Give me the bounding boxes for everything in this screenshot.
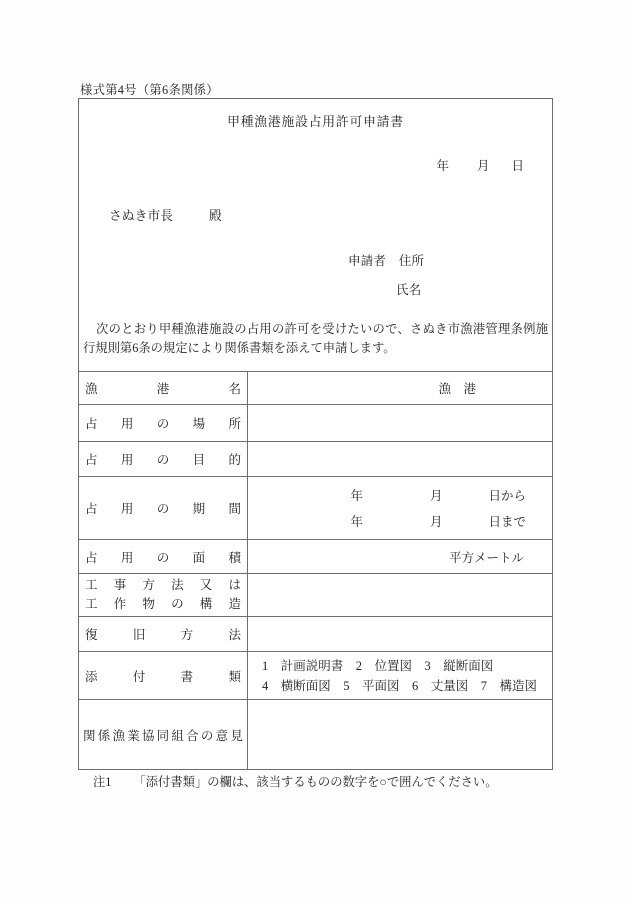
row-purpose-header — [79, 441, 248, 476]
row-area-cell — [248, 539, 552, 573]
row-opinion-label: 関 係 漁 業 協 同 組 合 の 意 見 — [83, 728, 243, 743]
row-area-header — [79, 539, 248, 573]
note-line — [93, 772, 498, 790]
period-to-year-label: 年 — [350, 515, 363, 529]
row-period-header — [79, 476, 248, 539]
attachments-list-line1: 1 計画説明書 2 位置図 3 縦断面図 — [262, 658, 494, 673]
period-from-year-label: 年 — [350, 489, 363, 503]
row-opinion-header — [79, 699, 248, 769]
row-attachments-label: 添 付 書 類 — [85, 669, 241, 684]
note-text: 「添付書類」の欄は、該当するものの数字を○で囲んでください。 — [133, 775, 498, 789]
applicant-label: 申請者 — [348, 254, 386, 268]
period-to-day-label: 日まで — [488, 515, 526, 529]
row-purpose-label: 占 用 の 目 的 — [85, 453, 241, 467]
row-restoration-cell — [248, 616, 552, 651]
applicant-line — [348, 250, 424, 269]
area-unit-label: 平方メートル — [448, 550, 524, 565]
row-opinion-cell — [248, 699, 552, 769]
address-label: 住所 — [398, 254, 424, 268]
row-restoration-header — [79, 616, 248, 651]
row-port-name-cell — [248, 371, 552, 404]
name-line — [396, 279, 421, 298]
row-attachments-cell — [248, 651, 552, 699]
row-period-label: 占 用 の 期 間 — [85, 502, 241, 516]
row-place-header — [79, 404, 248, 441]
attachments-list-line2: 4 横断面図 5 平面図 6 丈量図 7 構造図 — [262, 678, 538, 693]
row-method-cell — [248, 573, 552, 616]
port-name-suffix: 漁 港 — [438, 382, 476, 396]
form-box — [78, 98, 553, 770]
period-from-month-label: 月 — [429, 489, 443, 503]
addressee-name: さぬき市長 — [109, 209, 173, 223]
name-label: 氏名 — [396, 283, 422, 297]
row-method-label-line1: 工 事 方 法 又 は — [85, 578, 241, 592]
row-period-cell — [248, 476, 552, 539]
row-area-label: 占 用 の 面 積 — [85, 550, 241, 565]
application-statement: 次のとおり甲種漁港施設の占用の許可を受けたいので、さぬき市漁港管理条例施行規則第6条の規定により関係書類を添えて申請します。 — [83, 322, 548, 355]
note-number: 注1 — [93, 775, 112, 789]
date-month-label: 月 — [476, 159, 490, 173]
form-title: 甲種漁港施設占用許可申請書 — [227, 115, 404, 129]
application-table — [79, 371, 552, 769]
row-attachments-header — [79, 651, 248, 699]
row-place-label: 占 用 の 場 所 — [85, 417, 241, 431]
period-from-day-label: 日から — [488, 489, 526, 503]
row-place-cell — [248, 404, 552, 441]
date-year-label: 年 — [436, 159, 449, 173]
addressee-honorific: 殿 — [208, 209, 222, 223]
row-method-label-line2: 工 作 物 の 構 造 — [85, 597, 241, 611]
period-from-line — [248, 486, 552, 504]
row-method-header — [79, 573, 248, 616]
row-port-name-label: 漁 港 名 — [85, 382, 241, 396]
form-number-label: 様式第4号（第6条関係） — [80, 83, 219, 97]
period-to-line — [248, 512, 552, 530]
date-line — [436, 156, 524, 174]
row-port-name-header — [79, 371, 248, 404]
addressee-line — [109, 205, 222, 224]
period-to-month-label: 月 — [429, 515, 443, 529]
date-day-label: 日 — [511, 159, 524, 173]
row-purpose-cell — [248, 441, 552, 476]
row-restoration-label: 復 旧 方 法 — [85, 628, 241, 642]
